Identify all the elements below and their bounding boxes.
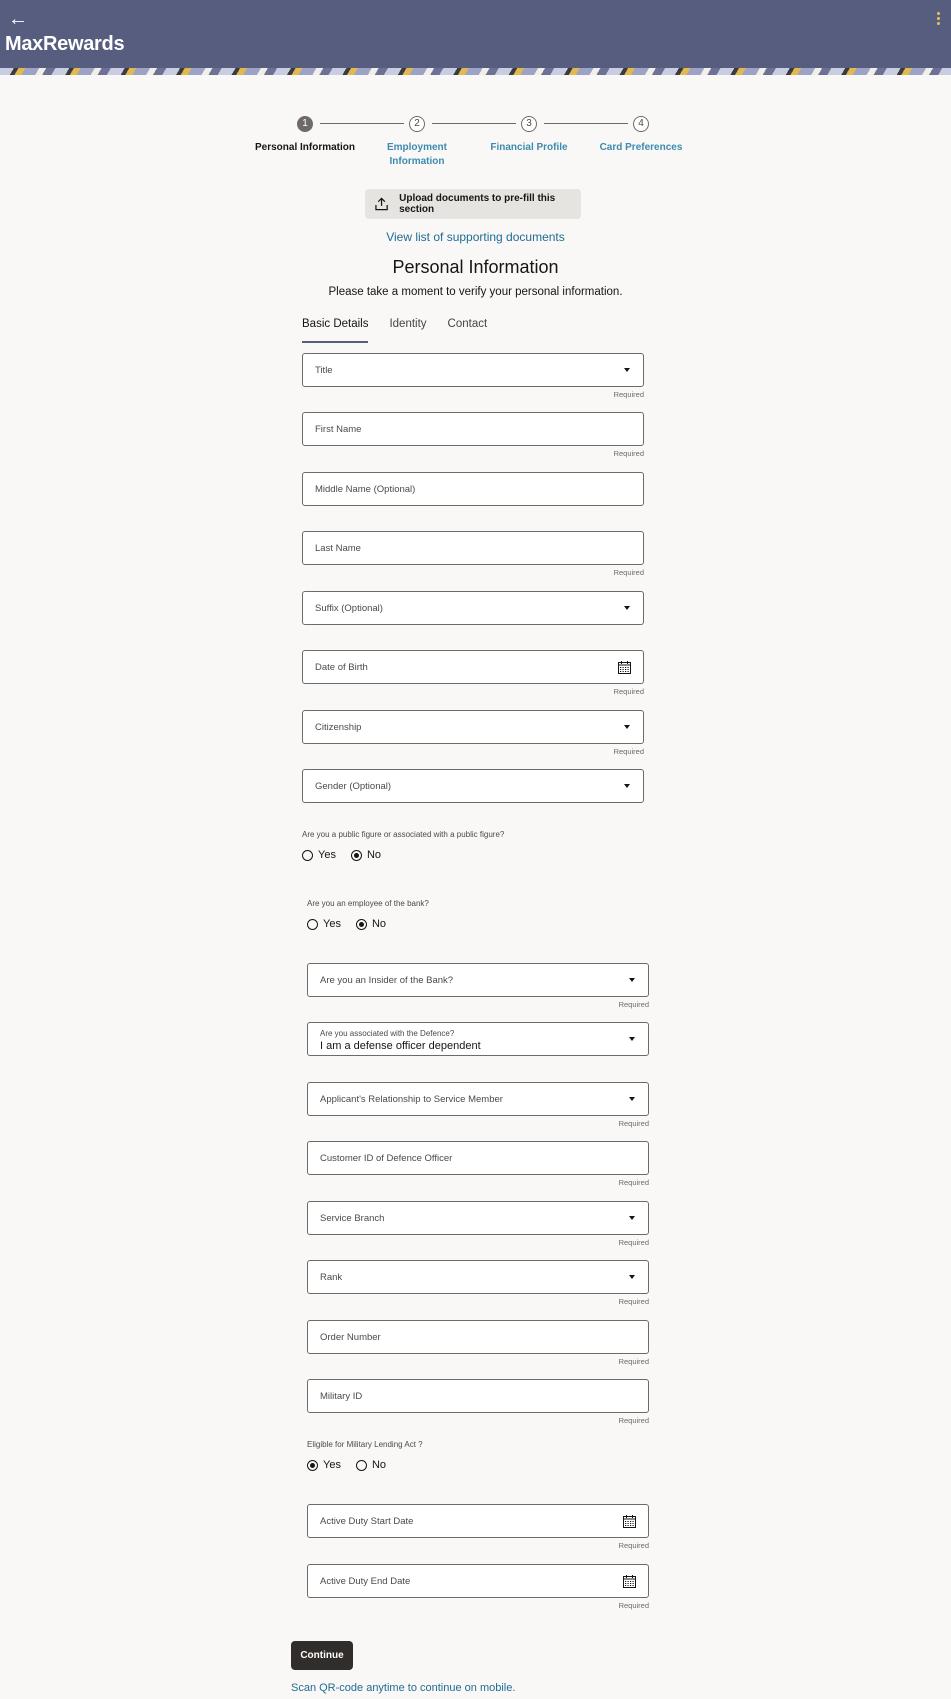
required-hint: Required: [618, 1357, 649, 1366]
relationship-label: Applicant's Relationship to Service Member: [320, 1094, 503, 1105]
header-pattern-banner: [0, 68, 951, 75]
required-hint: Required: [618, 1601, 649, 1610]
required-hint: Required: [613, 747, 644, 756]
step-2-indicator[interactable]: 2: [409, 116, 425, 132]
defence-association-select[interactable]: [307, 1022, 649, 1056]
upload-icon: [375, 197, 388, 211]
defence-association-value: I am a defense officer dependent: [320, 1040, 481, 1052]
stepper-connector: [320, 123, 404, 124]
step-2-label[interactable]: Employment Information: [386, 142, 447, 167]
suffix-label: Suffix (Optional): [315, 603, 383, 614]
middle-name-label: Middle Name (Optional): [315, 484, 416, 495]
citizenship-select[interactable]: [302, 710, 644, 744]
mla-question: Eligible for Military Lending Act ?: [307, 1440, 423, 1449]
service-branch-label: Service Branch: [320, 1213, 385, 1224]
public-figure-radio-group: [302, 849, 396, 861]
chevron-down-icon: [624, 368, 630, 372]
first-name-label: First Name: [315, 424, 362, 435]
middle-name-input[interactable]: [302, 472, 644, 506]
chevron-down-icon: [624, 725, 630, 729]
step-1-indicator[interactable]: 1: [297, 116, 313, 132]
calendar-icon[interactable]: [623, 1575, 636, 1588]
required-hint: Required: [618, 1000, 649, 1009]
app-header: [0, 0, 951, 68]
mla-radio-group: [307, 1459, 401, 1471]
required-hint: Required: [618, 1297, 649, 1306]
stepper-connector: [544, 123, 628, 124]
chevron-down-icon: [624, 606, 630, 610]
public-figure-no-radio[interactable]: [351, 850, 362, 861]
step-3-indicator[interactable]: 3: [521, 116, 537, 132]
continue-button[interactable]: Continue: [291, 1641, 353, 1670]
suffix-select[interactable]: [302, 591, 644, 625]
radio-label: Yes: [323, 918, 341, 930]
tab-identity[interactable]: Identity: [389, 318, 427, 330]
required-hint: Required: [618, 1119, 649, 1128]
insider-label: Are you an Insider of the Bank?: [320, 975, 454, 986]
service-branch-select[interactable]: [307, 1201, 649, 1235]
step-1-label[interactable]: Personal Information: [254, 142, 355, 153]
chevron-down-icon: [629, 1097, 635, 1101]
employee-no-radio[interactable]: [356, 919, 367, 930]
upload-documents-button[interactable]: [365, 189, 581, 219]
step-3-label[interactable]: Financial Profile: [490, 142, 568, 153]
relationship-select[interactable]: [307, 1082, 649, 1116]
duty-end-date-input[interactable]: [307, 1564, 649, 1598]
date-of-birth-input[interactable]: [302, 650, 644, 684]
defence-association-label: Are you associated with the Defence?: [320, 1029, 455, 1038]
stepper-connector: [432, 123, 516, 124]
military-id-input[interactable]: [307, 1379, 649, 1413]
duty-start-date-label: Active Duty Start Date: [320, 1516, 414, 1527]
radio-label: No: [371, 1459, 387, 1471]
mla-no-radio[interactable]: [356, 1460, 367, 1471]
title-label: Title: [315, 365, 333, 376]
insider-select[interactable]: [307, 963, 649, 997]
duty-end-date-label: Active Duty End Date: [320, 1576, 411, 1587]
customer-id-label: Customer ID of Defence Officer: [320, 1153, 453, 1164]
public-figure-question: Are you a public figure or associated with a public figure?: [302, 830, 505, 839]
employee-yes-radio[interactable]: [307, 919, 318, 930]
employee-radio-group: [307, 918, 401, 930]
required-hint: Required: [618, 1238, 649, 1247]
chevron-down-icon: [629, 1216, 635, 1220]
chevron-down-icon: [629, 1275, 635, 1279]
date-of-birth-label: Date of Birth: [315, 662, 368, 673]
chevron-down-icon: [624, 784, 630, 788]
duty-start-date-input[interactable]: [307, 1504, 649, 1538]
gender-label: Gender (Optional): [315, 781, 392, 792]
required-hint: Required: [613, 568, 644, 577]
brand-title: MaxRewards: [5, 33, 125, 55]
last-name-input[interactable]: [302, 531, 644, 565]
customer-id-input[interactable]: [307, 1141, 649, 1175]
required-hint: Required: [618, 1178, 649, 1187]
order-number-input[interactable]: [307, 1320, 649, 1354]
citizenship-label: Citizenship: [315, 722, 362, 733]
mla-yes-radio[interactable]: [307, 1460, 318, 1471]
last-name-label: Last Name: [315, 543, 361, 554]
calendar-icon[interactable]: [618, 661, 631, 674]
order-number-label: Order Number: [320, 1332, 381, 1343]
chevron-down-icon: [629, 1037, 635, 1041]
required-hint: Required: [613, 687, 644, 696]
qr-code-link[interactable]: Scan QR-code anytime to continue on mobile.: [291, 1682, 516, 1694]
chevron-down-icon: [629, 978, 635, 982]
rank-label: Rank: [320, 1272, 343, 1283]
kebab-icon[interactable]: [937, 12, 941, 27]
tab-contact[interactable]: Contact: [447, 318, 488, 330]
gender-select[interactable]: [302, 769, 644, 803]
page-subtitle: Please take a moment to verify your personal information.: [328, 286, 623, 298]
military-id-label: Military ID: [320, 1391, 363, 1402]
required-hint: Required: [613, 449, 644, 458]
first-name-input[interactable]: [302, 412, 644, 446]
page-title: Personal Information: [392, 257, 559, 277]
step-4-label[interactable]: Card Preferences: [599, 142, 683, 153]
rank-select[interactable]: [307, 1260, 649, 1294]
arrow-left-icon[interactable]: ←: [8, 8, 28, 30]
section-tabs: [302, 318, 508, 344]
employee-question: Are you an employee of the bank?: [307, 899, 429, 908]
required-hint: Required: [618, 1416, 649, 1425]
upload-documents-label: Upload documents to pre-fill this section: [399, 193, 556, 215]
supporting-documents-link[interactable]: View list of supporting documents: [386, 230, 565, 244]
calendar-icon[interactable]: [623, 1515, 636, 1528]
title-select[interactable]: [302, 353, 644, 387]
radio-label: Yes: [323, 1459, 341, 1471]
radio-label: No: [366, 849, 382, 861]
radio-label: Yes: [318, 849, 336, 861]
radio-label: No: [371, 918, 387, 930]
required-hint: Required: [618, 1541, 649, 1550]
required-hint: Required: [613, 390, 644, 399]
tab-basic-details[interactable]: Basic Details: [302, 318, 368, 343]
progress-stepper: [252, 116, 698, 176]
public-figure-yes-radio[interactable]: [302, 850, 313, 861]
step-4-indicator[interactable]: 4: [633, 116, 649, 132]
